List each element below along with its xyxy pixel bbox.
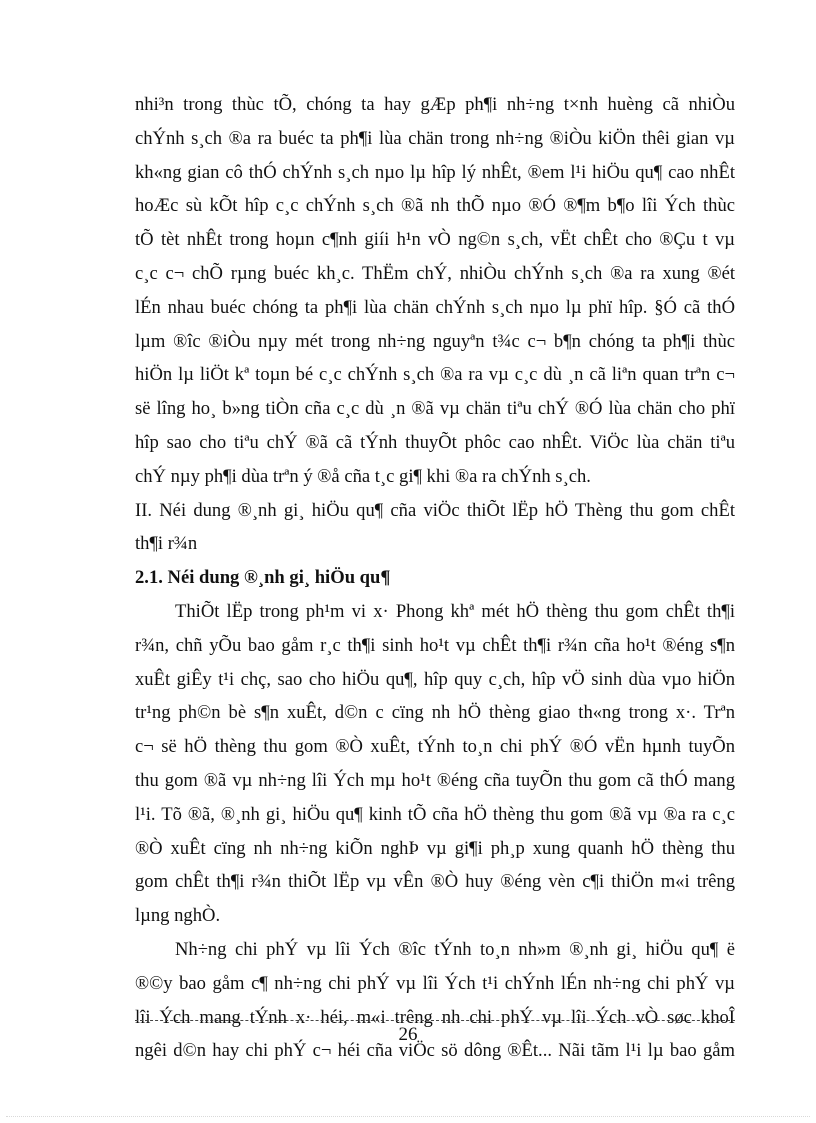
text-line: nhi³n trong thùc tÕ, chóng ta hay gÆp ph¶i nh÷ng t×nh huèng cã nhiÒu <box>135 94 735 115</box>
text-line: hîp sao cho tiªu chÝ ®ã cã tÝnh thuyÕt phôc cao nhÊt. ViÖc lùa chän tiªu <box>135 431 735 453</box>
text-line: r¾n, chñ yÕu bao gåm r¸c th¶i sinh ho¹t vµ chÊt th¶i r¾n cña ho¹t ®éng s¶n <box>135 634 735 656</box>
text-line: lµm ®îc ®iÒu nµy mét trong nh÷ng nguyªn t¾c c¬ b¶n chóng ta ph¶i thùc <box>135 330 735 352</box>
section-heading-continued: th¶i r¾n <box>135 533 198 555</box>
text-line: ThiÕt lËp trong ph¹m vi x· Phong khª mét hÖ thèng thu gom chÊt th¶i <box>175 600 735 622</box>
text-line: tÕ tèt nhÊt trong hoµn c¶nh giíi h¹n vÒ ng©n s¸ch, vËt chÊt cho ®Çu t vµ <box>135 229 735 251</box>
page-edge-divider <box>6 1116 810 1117</box>
text-line: Nh÷ng chi phÝ vµ lîi Ých ®îc tÝnh to¸n nh»m ®¸nh gi¸ hiÖu qu¶ ë <box>175 938 735 960</box>
subsection-heading: 2.1. Néi dung ®¸nh gi¸ hiÖu qu¶ <box>135 567 391 589</box>
text-line: ngêi d©n hay chi phÝ c¬ héi cña viÖc sö dông ®Êt... Nãi tãm l¹i lµ bao gåm <box>135 1040 735 1062</box>
text-line: c¸c c¬ chÕ rµng buéc kh¸c. ThËm chÝ, nhiÒu chÝnh s¸ch ®a ra xung ®ét <box>135 262 735 284</box>
text-line: l¹i. Tõ ®ã, ®¸nh gi¸ hiÖu qu¶ kinh tÕ cña hÖ thèng thu gom ®ã vµ ®a ra c¸c <box>135 803 735 825</box>
text-line: së lîng ho¸ b»ng tiÒn cña c¸c dù ¸n ®ã vµ chän tiªu chÝ ®Ó lùa chän cho phï <box>135 398 735 420</box>
body-text <box>135 88 735 1068</box>
text-line: hoÆc sù kÕt hîp c¸c chÝnh s¸ch ®ã nh thÕ nµo ®Ó ®¶m b¶o lîi Ých thùc <box>135 195 735 217</box>
text-line: tr¹ng ph©n bè s¶n xuÊt, d©n c cïng nh hÖ thèng giao th«ng trong x·. Trªn <box>135 702 735 724</box>
text-line: c¬ së hÖ thèng thu gom ®Ò xuÊt, tÝnh to¸n chi phÝ ®Ó vËn hµnh tuyÕn <box>135 736 735 758</box>
text-line: xuÊt giÊy t¹i chç, sao cho hiÖu qu¶, hîp quy c¸ch, hîp vÖ sinh dùa vµo hiÖn <box>135 668 735 690</box>
text-line: lîi Ých mang tÝnh x· héi, m«i trêng nh chi phÝ vµ lîi Ých vÒ søc khoÎ <box>135 1006 735 1028</box>
text-line: kh«ng gian cô thÓ chÝnh s¸ch nµo lµ hîp lý nhÊt, ®em l¹i hiÖu qu¶ cao nhÊt <box>135 161 735 183</box>
text-line: gom chÊt th¶i r¾n thiÕt lËp vµ vÊn ®Ò huy ®éng vèn c¶i thiÖn m«i trêng <box>135 871 735 893</box>
text-line: hiÖn lµ liÖt kª toµn bé c¸c chÝnh s¸ch ®a ra vµ c¸c dù ¸n cã liªn quan trªn c¬ <box>135 364 735 386</box>
page-number: 26 <box>398 1024 418 1045</box>
text-line: ®Ò xuÊt cïng nh nh÷ng kiÕn nghÞ vµ gi¶i ph¸p xung quanh hÖ thèng thu <box>135 837 735 859</box>
footer-divider <box>135 1020 735 1021</box>
text-line: ®©y bao gåm c¶ nh÷ng chi phÝ vµ lîi Ých t¹i chÝnh lÉn nh÷ng chi phÝ vµ <box>135 972 735 994</box>
text-line: lµng nghÒ. <box>135 905 221 927</box>
text-line: thu gom ®ã vµ nh÷ng lîi Ých mµ ho¹t ®éng cña tuyÕn thu gom cã thÓ mang <box>135 769 735 791</box>
text-line: chÝ nµy ph¶i dùa trªn ý ®å cña t¸c gi¶ khi ®a ra chÝnh s¸ch. <box>135 465 591 487</box>
text-line: chÝnh s¸ch ®a ra buéc ta ph¶i lùa chän trong nh÷ng ®iÒu kiÖn thêi gian vµ <box>135 127 735 149</box>
section-heading: II. Néi dung ®¸nh gi¸ hiÖu qu¶ cña viÖc thiÕt lËp hÖ Thèng thu gom chÊt <box>135 499 735 521</box>
text-line: lÉn nhau buéc chóng ta ph¶i lùa chän chÝnh s¸ch nµo lµ phï hîp. §Ó cã thÓ <box>135 296 735 318</box>
